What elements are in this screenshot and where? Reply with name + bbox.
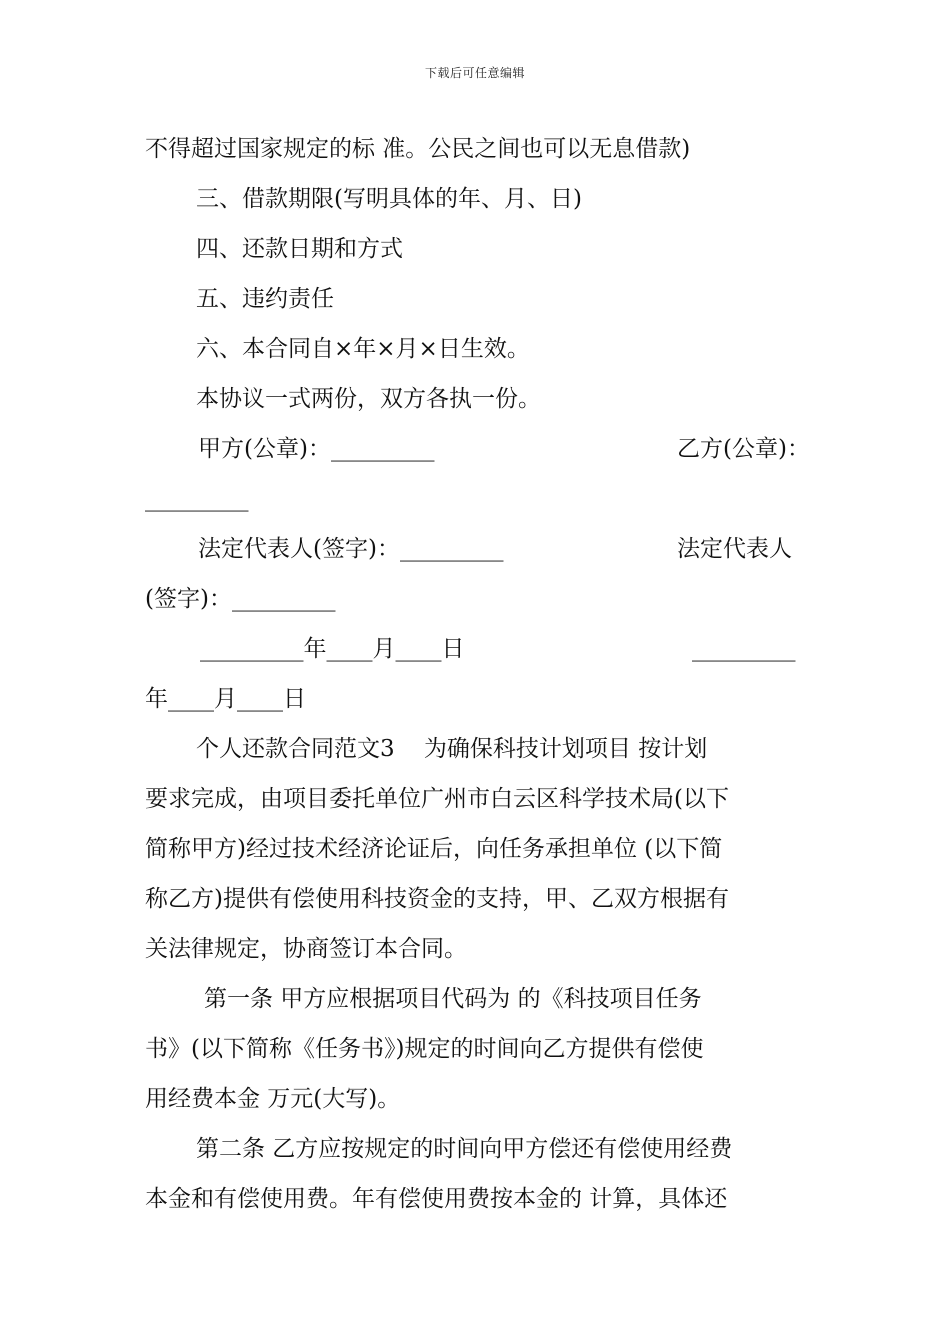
text-line: 称乙方)提供有偿使用科技资金的支持，甲、乙双方根据有 xyxy=(145,886,729,912)
signature-line: (签字)：_________ xyxy=(145,586,336,612)
text-line: 书》(以下简称《任务书》)规定的时间向乙方提供有偿使 xyxy=(145,1036,704,1062)
party-b-date: 年____月____日 xyxy=(145,686,306,712)
signature-blank: _________ xyxy=(145,486,249,512)
party-b-seal: 乙方(公章)： xyxy=(677,436,810,462)
party-b-date-blank: _________ xyxy=(692,636,796,662)
text-line: 简称甲方)经过技术经济论证后，向任务承担单位 (以下简 xyxy=(145,836,723,862)
party-a-representative: 法定代表人(签字)：_________ xyxy=(198,536,504,562)
party-a-date: _________年____月____日 xyxy=(200,636,465,662)
text-line: 四、还款日期和方式 xyxy=(196,236,403,262)
party-b-representative: 法定代表人 xyxy=(677,536,792,562)
text-line: 六、本合同自×年×月×日生效。 xyxy=(196,336,530,362)
text-line: 用经费本金 万元(大写)。 xyxy=(145,1086,401,1112)
text-line: 三、借款期限(写明具体的年、月、日) xyxy=(196,186,582,212)
text-line: 五、违约责任 xyxy=(196,286,334,312)
text-line: 本协议一式两份，双方各执一份。 xyxy=(196,386,541,412)
article-2: 第二条 乙方应按规定的时间向甲方偿还有偿使用经费 xyxy=(196,1136,733,1162)
text-line: 要求完成，由项目委托单位广州市白云区科学技术局(以下 xyxy=(145,786,729,812)
page-header: 下载后可任意编辑 xyxy=(424,66,525,80)
text-line: 不得超过国家规定的标 准。公民之间也可以无息借款) xyxy=(145,136,691,162)
text-line: 个人还款合同范文3 为确保科技计划项目 按计划 xyxy=(196,736,708,762)
article-1: 第一条 甲方应根据项目代码为 的《科技项目任务 xyxy=(204,986,702,1012)
text-line: 本金和有偿使用费。年有偿使用费按本金的 计算，具体还 xyxy=(145,1186,728,1212)
party-a-seal: 甲方(公章)：_________ xyxy=(198,436,435,462)
text-line: 关法律规定，协商签订本合同。 xyxy=(145,936,467,962)
